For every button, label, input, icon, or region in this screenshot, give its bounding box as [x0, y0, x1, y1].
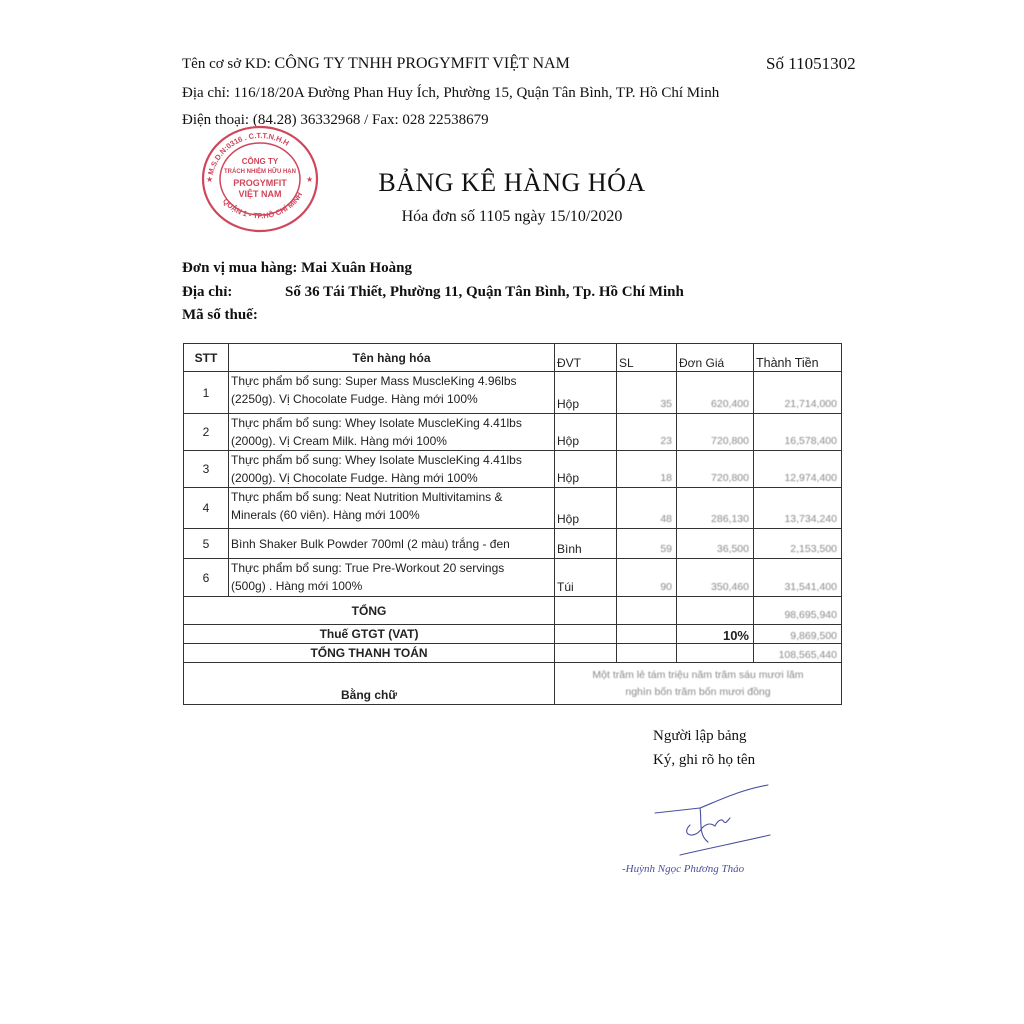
- table-row: [184, 451, 842, 488]
- row-unit: Hộp: [555, 451, 617, 488]
- row-qty: 90: [617, 559, 677, 597]
- row-amount: 31,541,400: [754, 559, 842, 597]
- row-stt: 2: [184, 414, 229, 451]
- row-price: 36,500: [677, 529, 754, 559]
- svg-text:★: ★: [206, 175, 214, 184]
- row-product-name: [229, 414, 555, 451]
- empty-cell: [555, 625, 617, 644]
- empty-cell: [617, 597, 677, 625]
- product-name-line-1: Thực phẩm bổ sung: Whey Isolate MuscleKing 4.41lbs: [231, 416, 522, 430]
- empty-cell: [555, 644, 617, 663]
- document-title: BẢNG KÊ HÀNG HÓA: [378, 168, 646, 197]
- total-row: [184, 597, 842, 625]
- address-line: [182, 85, 719, 102]
- row-qty: 35: [617, 372, 677, 414]
- company-line: [182, 55, 570, 73]
- stamp-line-3: PROGYMFIT: [233, 178, 287, 188]
- invoice-subtitle: Hóa đơn số 1105 ngày 15/10/2020: [401, 208, 623, 225]
- row-stt: 5: [184, 529, 229, 559]
- product-name-line-1: Thực phẩm bổ sung: Whey Isolate MuscleKing 4.41lbs: [231, 453, 522, 467]
- product-name-line-1: Thực phẩm bổ sung: Neat Nutrition Multivitamins &: [231, 490, 503, 504]
- handwritten-signature-icon: [620, 780, 790, 880]
- vat-row: [184, 625, 842, 644]
- svg-text:M.S.D.N:0316 . C.T.T.N.H.H: M.S.D.N:0316 . C.T.T.N.H.H: [206, 130, 291, 176]
- empty-cell: [677, 597, 754, 625]
- row-product-name: [229, 488, 555, 529]
- phone-value: (84.28) 36332968 / Fax: 028 22538679: [252, 112, 489, 128]
- company-label: Tên cơ sở KD:: [182, 56, 271, 72]
- product-name-line-2: (500g) . Hàng mới 100%: [231, 579, 363, 593]
- row-unit: Túi: [555, 559, 617, 597]
- row-stt: 4: [184, 488, 229, 529]
- empty-cell: [617, 644, 677, 663]
- grand-total-label: TỔNG THANH TOÁN: [184, 644, 555, 663]
- amount-in-words-line-2: nghìn bốn trăm bốn mươi đồng: [625, 685, 771, 698]
- row-price: 720,800: [677, 451, 754, 488]
- row-stt: 1: [184, 372, 229, 414]
- row-unit: Hộp: [555, 488, 617, 529]
- table-row: [184, 414, 842, 451]
- amount-in-words-line-1: Một trăm lẻ tám triệu năm trăm sáu mươi lăm: [592, 668, 804, 681]
- table-row: [184, 529, 842, 559]
- document-number: Số 11051302: [766, 54, 856, 73]
- row-price: 620,400: [677, 372, 754, 414]
- row-product-name: [229, 451, 555, 488]
- buyer-address-label: Địa chỉ:: [182, 284, 233, 300]
- row-amount: 2,153,500: [754, 529, 842, 559]
- signature-name: -Huỳnh Ngọc Phương Thảo: [622, 863, 745, 875]
- row-unit: Hộp: [555, 372, 617, 414]
- product-name-line-1: Thực phẩm bổ sung: True Pre-Workout 20 servings: [231, 561, 505, 575]
- table-header-row: [184, 344, 842, 372]
- buyer-address-value: Số 36 Tái Thiết, Phường 11, Quận Tân Bình, Tp. Hồ Chí Minh: [285, 284, 684, 300]
- row-amount: 21,714,000: [754, 372, 842, 414]
- row-price: 350,460: [677, 559, 754, 597]
- svg-text:QUẬN 1 - TP.HỒ CHÍ MINH: QUẬN 1 - TP.HỒ CHÍ MINH: [220, 190, 305, 221]
- row-product-name: [229, 529, 555, 559]
- row-unit: Bình: [555, 529, 617, 559]
- product-name-line-1: Bình Shaker Bulk Powder 700ml (2 màu) trắng - đen: [231, 536, 510, 551]
- col-header-name: Tên hàng hóa: [229, 344, 555, 372]
- row-stt: 3: [184, 451, 229, 488]
- svg-text:★: ★: [306, 175, 314, 184]
- signature-area: [620, 780, 790, 880]
- phone-label: Điện thoại:: [182, 112, 250, 128]
- col-header-stt: STT: [184, 344, 229, 372]
- row-product-name: [229, 372, 555, 414]
- row-unit: Hộp: [555, 414, 617, 451]
- vat-rate: 10%: [677, 625, 754, 644]
- vat-value: 9,869,500: [754, 625, 842, 644]
- buyer-tax-label: Mã số thuế:: [182, 307, 258, 323]
- col-header-unit: ĐVT: [555, 344, 617, 372]
- row-amount: 13,734,240: [754, 488, 842, 529]
- row-price: 286,130: [677, 488, 754, 529]
- product-name-line-2: Minerals (60 viên). Hàng mới 100%: [231, 508, 420, 522]
- buyer-unit-value: Mai Xuân Hoàng: [301, 260, 413, 276]
- row-product-name: [229, 559, 555, 597]
- stamp-line-4: VIỆT NAM: [238, 189, 282, 199]
- row-qty: 48: [617, 488, 677, 529]
- buyer-unit-label: Đơn vị mua hàng:: [182, 260, 298, 276]
- words-label: Bằng chữ: [184, 663, 555, 705]
- address-value: 116/18/20A Đường Phan Huy Ích, Phường 15, Quận Tân Bình, TP. Hồ Chí Minh: [233, 85, 720, 101]
- total-value: 98,695,940: [754, 597, 842, 625]
- product-name-line-2: (2000g). Vị Chocolate Fudge. Hàng mới 100%: [231, 471, 478, 485]
- stamp-line-2: TRÁCH NHIỆM HỮU HẠN: [224, 169, 296, 175]
- grand-total-row: [184, 644, 842, 663]
- product-name-line-1: Thực phẩm bổ sung: Super Mass MuscleKing 4.96lbs: [231, 374, 517, 388]
- vat-label: Thuế GTGT (VAT): [184, 625, 555, 644]
- buyer-unit-line: [182, 260, 412, 277]
- signature-instruction: Ký, ghi rõ họ tên: [653, 752, 756, 768]
- grand-total-value: 108,565,440: [754, 644, 842, 663]
- total-label: TỔNG: [184, 597, 555, 625]
- row-amount: 12,974,400: [754, 451, 842, 488]
- table-row: [184, 559, 842, 597]
- table-row: [184, 488, 842, 529]
- col-header-qty: SL: [617, 344, 677, 372]
- product-name-line-2: (2000g). Vị Cream Milk. Hàng mới 100%: [231, 434, 447, 448]
- product-name-line-2: (2250g). Vị Chocolate Fudge. Hàng mới 100%: [231, 392, 478, 406]
- goods-table: [183, 343, 842, 705]
- row-qty: 59: [617, 529, 677, 559]
- table-row: [184, 372, 842, 414]
- preparer-role: Người lập bảng: [653, 728, 747, 744]
- empty-cell: [617, 625, 677, 644]
- row-qty: 18: [617, 451, 677, 488]
- row-stt: 6: [184, 559, 229, 597]
- stamp-line-1: CÔNG TY: [241, 157, 279, 166]
- col-header-amount: Thành Tiền: [754, 344, 842, 372]
- empty-cell: [555, 597, 617, 625]
- col-header-price: Đơn Giá: [677, 344, 754, 372]
- row-amount: 16,578,400: [754, 414, 842, 451]
- empty-cell: [677, 644, 754, 663]
- row-price: 720,800: [677, 414, 754, 451]
- address-label: Địa chỉ:: [182, 85, 230, 101]
- amount-in-words: [555, 663, 842, 705]
- company-name: CÔNG TY TNHH PROGYMFIT VIỆT NAM: [274, 55, 570, 72]
- row-qty: 23: [617, 414, 677, 451]
- amount-in-words-row: [184, 663, 842, 705]
